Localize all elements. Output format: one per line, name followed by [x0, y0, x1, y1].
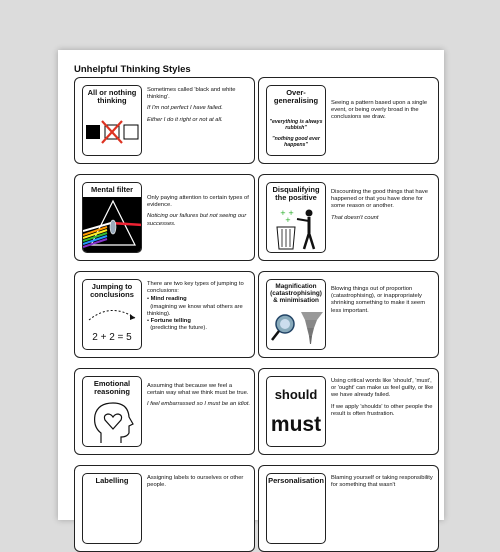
card-personalisation [258, 465, 439, 552]
card-heading: Jumping to conclusions [90, 282, 134, 299]
card-line: Using critical words like 'should', 'must', or 'ought' can make us feel guilty, or like we have already failed. [331, 378, 434, 399]
emotional-picture [82, 376, 142, 447]
card-line: That doesn't count [331, 214, 379, 221]
card-should-must [258, 368, 439, 455]
card-line: If we apply 'shoulds' to other people the result is often frustration. [331, 403, 433, 417]
card-description [147, 383, 251, 413]
card-description [147, 475, 251, 493]
card-heading: Emotional reasoning [93, 379, 131, 396]
card-line: Seeing a pattern based upon a single event, or being overly broad in the conclusions we draw. [331, 100, 428, 121]
card-line: Sometimes called 'black and white thinking'. [147, 87, 236, 101]
list-item: • Fortune telling (predicting the future). [147, 318, 207, 332]
card-line: There are two key types of jumping to conclusions: [147, 281, 244, 295]
magnification-picture [266, 279, 326, 350]
worksheet-page [58, 50, 444, 520]
svg-text:+ +: + + [280, 209, 294, 217]
card-line: Only paying attention to certain types of evidence. [147, 195, 249, 209]
quote-text: "nothing good ever happens" [272, 136, 320, 148]
card-description [331, 100, 435, 126]
card-heading: Magnification (catastrophising) & minimisation [270, 283, 322, 304]
card-emotional [74, 368, 255, 455]
labelling-picture [82, 473, 142, 544]
personalisation-picture [266, 473, 326, 544]
bullet-list [147, 296, 251, 332]
quote-text: "everything is always rubbish" [269, 119, 323, 131]
card-description [147, 195, 251, 232]
all-or-nothing-picture [82, 85, 142, 156]
card-description [331, 286, 435, 319]
card-line: If I'm not perfect I have failed. [147, 105, 223, 112]
should-must-picture [266, 376, 326, 447]
card-heading: Labelling [95, 476, 129, 485]
card-description [331, 189, 435, 226]
prism-icon [83, 183, 142, 253]
card-line: I feel embarrassed so I must be an idiot. [147, 401, 251, 408]
card-heading: All or nothing thinking [87, 88, 137, 105]
card-description [147, 87, 251, 128]
card-line: Either I do it right or not at all. [147, 116, 223, 123]
equation-text: 2 + 2 = 5 [92, 332, 132, 343]
overgeneralising-picture [266, 85, 326, 156]
list-item: • Mind reading (imagining we know what others are thinking). [147, 296, 243, 317]
card-description [331, 475, 435, 493]
svg-text:+: + [285, 216, 291, 224]
trash-can-person-icon [267, 183, 326, 253]
mental-filter-picture [82, 182, 142, 253]
must-word: must [270, 413, 322, 436]
should-word: should [274, 387, 318, 402]
jumping-picture [82, 279, 142, 350]
card-magnification [258, 271, 439, 358]
card-description [147, 281, 251, 332]
card-heading: Over-generalising [273, 88, 319, 105]
head-heart-icon [83, 377, 142, 447]
card-jumping [74, 271, 255, 358]
card-disqualifying [258, 174, 439, 261]
page-title: Unhelpful Thinking Styles [74, 64, 191, 75]
disqualifying-picture [266, 182, 326, 253]
card-line: Blaming yourself or taking responsibility for something that wasn't [331, 475, 433, 489]
card-line: Assigning labels to ourselves or other people. [147, 475, 244, 489]
card-heading: Disqualifying the positive [272, 185, 320, 202]
card-mental-filter [74, 174, 255, 261]
card-line: Assuming that because we feel a certain way what we think must be true. [147, 383, 249, 397]
card-overgeneralising [258, 77, 439, 164]
card-labelling [74, 465, 255, 552]
card-description [331, 378, 435, 422]
card-heading: Mental filter [90, 185, 134, 194]
magnifier-tornado-icon [267, 280, 326, 350]
card-all-or-nothing [74, 77, 255, 164]
black-white-squares-icon [83, 86, 142, 156]
card-line: Discounting the good things that have happened or that you have done for some reason or another. [331, 189, 429, 210]
card-line: Noticing our failures but not seeing our successes. [147, 213, 247, 227]
card-line: Blowing things out of proportion (catastrophising), or inappropriately shrinking something to make it seem less important. [331, 286, 426, 314]
card-heading: Personalisation [268, 476, 324, 485]
